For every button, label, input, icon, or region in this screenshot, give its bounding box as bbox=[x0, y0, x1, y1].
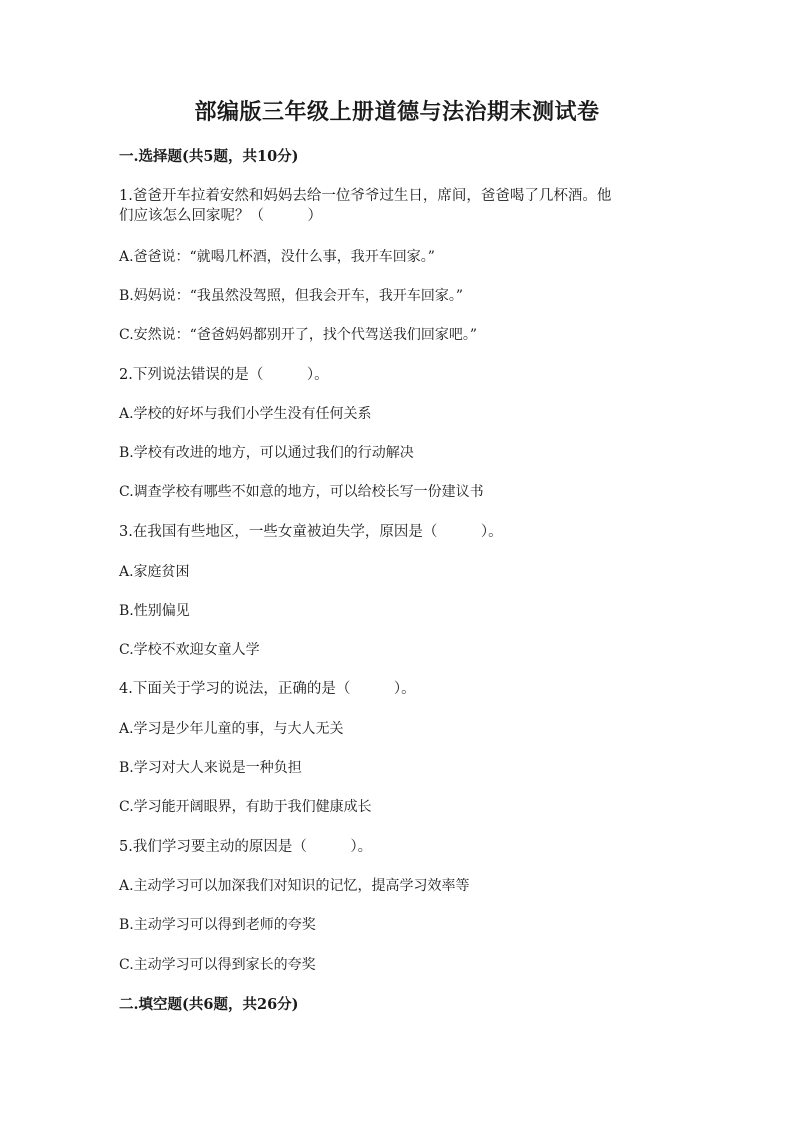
question-1-stem-line1: 1.爸爸开车拉着安然和妈妈去给一位爷爷过生日，席间，爸爸喝了几杯酒。他 bbox=[119, 188, 612, 204]
question-2-stem: 2.下列说法错误的是（ ）。 bbox=[119, 367, 329, 383]
question-2-option-c: C.调查学校有哪些不如意的地方，可以给校长写一份建议书 bbox=[119, 484, 484, 500]
question-1-option-b: B.妈妈说：“我虽然没驾照，但我会开车，我开车回家。” bbox=[119, 288, 464, 304]
question-2-option-a: A.学校的好坏与我们小学生没有任何关系 bbox=[119, 406, 372, 422]
question-3-stem: 3.在我国有些地区，一些女童被迫失学，原因是（ ）。 bbox=[119, 524, 503, 540]
question-3-option-c: C.学校不欢迎女童人学 bbox=[119, 642, 260, 658]
question-4-stem: 4.下面关于学习的说法，正确的是（ ）。 bbox=[119, 681, 416, 697]
section-heading-choice: 一.选择题(共5题，共10分) bbox=[119, 148, 299, 165]
question-3-option-a: A.家庭贫困 bbox=[119, 564, 190, 580]
page-title: 部编版三年级上册道德与法治期末测试卷 bbox=[194, 99, 600, 125]
question-5-option-c: C.主动学习可以得到家长的夸奖 bbox=[119, 957, 316, 973]
question-1-option-c: C.安然说：“爸爸妈妈都别开了，找个代驾送我们回家吧。” bbox=[119, 327, 477, 343]
section-heading-fill-in: 二.填空题(共6题，共26分) bbox=[119, 996, 299, 1013]
question-4-option-a: A.学习是少年儿童的事，与大人无关 bbox=[119, 721, 344, 737]
question-5-option-a: A.主动学习可以加深我们对知识的记忆，提高学习效率等 bbox=[119, 878, 470, 894]
question-1-option-a: A.爸爸说：“就喝几杯酒，没什么事，我开车回家。” bbox=[119, 249, 435, 265]
question-4-option-b: B.学习对大人来说是一种负担 bbox=[119, 760, 302, 776]
question-1-stem-line2: 们应该怎么回家呢？（ ） bbox=[119, 208, 322, 224]
question-2-option-b: B.学校有改进的地方，可以通过我们的行动解决 bbox=[119, 445, 414, 461]
question-3-option-b: B.性别偏见 bbox=[119, 603, 190, 619]
question-5-stem: 5.我们学习要主动的原因是（ ）。 bbox=[119, 839, 373, 855]
question-5-option-b: B.主动学习可以得到老师的夸奖 bbox=[119, 917, 316, 933]
question-4-option-c: C.学习能开阔眼界，有助于我们健康成长 bbox=[119, 799, 372, 815]
